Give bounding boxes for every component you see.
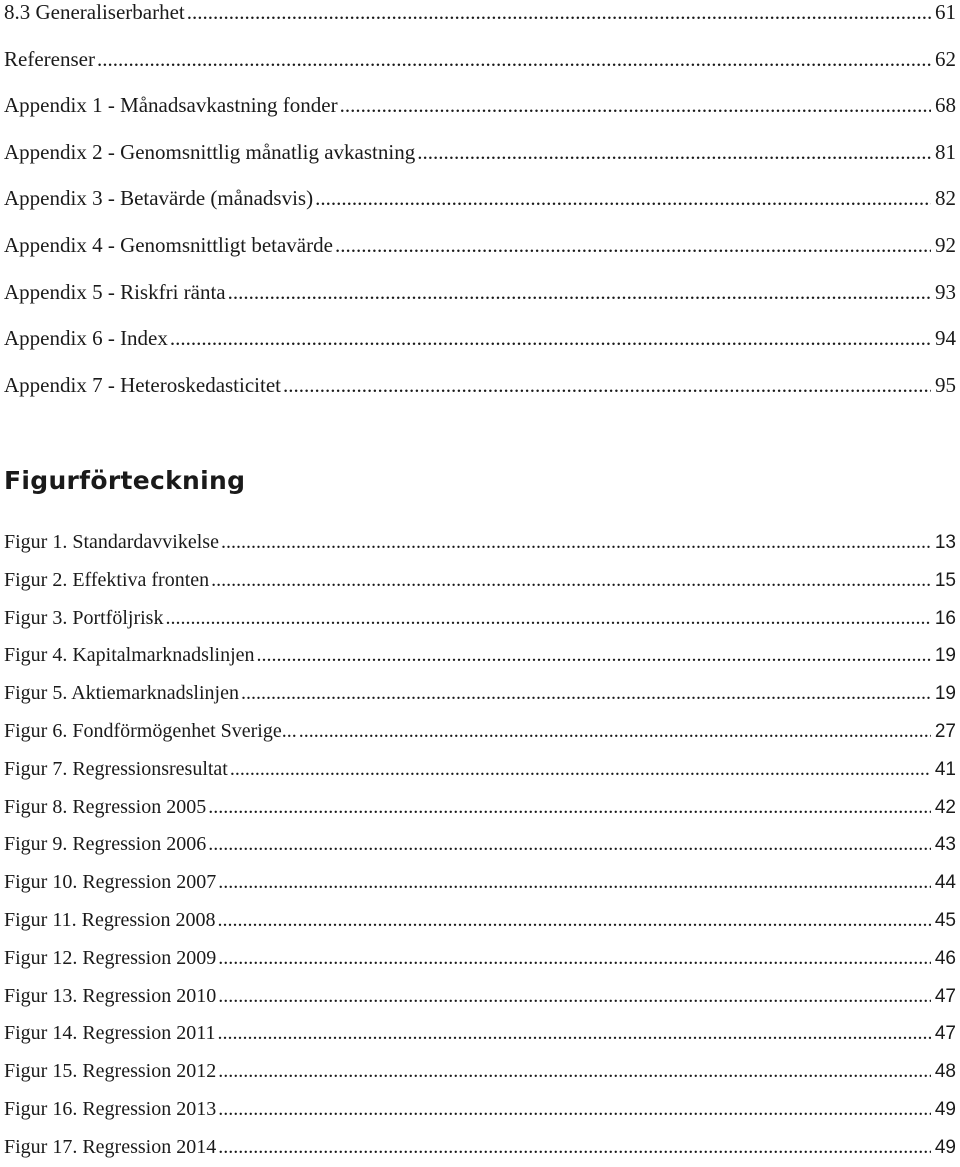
dot-leader bbox=[315, 175, 931, 222]
figure-entry-title: Figur 16. Regression 2013 bbox=[4, 1097, 217, 1120]
toc-entry[interactable] bbox=[4, 82, 956, 129]
figure-entry-title: Figur 7. Regressionsresultat bbox=[4, 757, 228, 780]
figure-entry-title: Figur 11. Regression 2008 bbox=[4, 908, 216, 931]
dot-leader bbox=[218, 978, 931, 1016]
dot-leader bbox=[340, 82, 931, 129]
figure-entry-page: 47 bbox=[934, 985, 956, 1007]
dot-leader bbox=[217, 902, 930, 940]
toc-list bbox=[4, 0, 956, 408]
figure-entry[interactable] bbox=[4, 789, 956, 827]
figure-entry[interactable] bbox=[4, 826, 956, 864]
toc-entry-title: Appendix 5 - Riskfri ränta bbox=[4, 279, 226, 304]
figure-list bbox=[4, 524, 956, 1167]
figure-entry-title: Figur 8. Regression 2005 bbox=[4, 795, 207, 818]
dot-leader bbox=[218, 940, 931, 978]
dot-leader bbox=[211, 562, 931, 600]
dot-leader bbox=[299, 713, 931, 751]
figure-entry[interactable] bbox=[4, 524, 956, 562]
figure-entry[interactable] bbox=[4, 562, 956, 600]
figure-entry-title: Figur 2. Effektiva fronten bbox=[4, 568, 210, 591]
toc-entry[interactable] bbox=[4, 269, 956, 316]
dot-leader bbox=[283, 362, 931, 409]
dot-leader bbox=[218, 1091, 931, 1129]
toc-entry-title: Appendix 3 - Betavärde (månadsvis) bbox=[4, 186, 314, 211]
dot-leader bbox=[218, 864, 931, 902]
dot-leader bbox=[97, 36, 931, 83]
toc-entry-page: 61 bbox=[935, 0, 956, 24]
toc-entry-title: Referenser bbox=[4, 46, 95, 71]
figure-entry-page: 27 bbox=[934, 720, 956, 742]
figure-entry-page: 15 bbox=[934, 569, 956, 591]
figure-entry[interactable] bbox=[4, 751, 956, 789]
toc-entry-title: Appendix 4 - Genomsnittligt betavärde bbox=[4, 232, 333, 257]
figure-entry-page: 45 bbox=[934, 909, 956, 931]
figure-entry-page: 48 bbox=[934, 1061, 956, 1083]
dot-leader bbox=[257, 637, 931, 675]
figure-entry[interactable] bbox=[4, 1129, 956, 1167]
figure-entry-page: 42 bbox=[934, 796, 956, 818]
dot-leader bbox=[241, 675, 931, 713]
figure-list-heading: Figurförteckning bbox=[4, 466, 246, 495]
dot-leader bbox=[335, 222, 931, 269]
figure-entry-page: 49 bbox=[934, 1098, 956, 1120]
dot-leader bbox=[170, 315, 931, 362]
figure-entry-page: 44 bbox=[934, 872, 956, 894]
dot-leader bbox=[218, 1053, 931, 1091]
toc-entry[interactable] bbox=[4, 0, 956, 36]
figure-entry-title: Figur 4. Kapitalmarknadslinjen bbox=[4, 644, 255, 667]
figure-entry-title: Figur 5. Aktiemarknadslinjen bbox=[4, 682, 239, 705]
figure-entry[interactable] bbox=[4, 940, 956, 978]
figure-entry[interactable] bbox=[4, 600, 956, 638]
toc-entry-title: 8.3 Generaliserbarhet bbox=[4, 0, 185, 24]
toc-entry[interactable] bbox=[4, 36, 956, 83]
dot-leader bbox=[208, 789, 931, 827]
toc-entry-title: Appendix 2 - Genomsnittlig månatlig avkastning bbox=[4, 139, 416, 164]
figure-entry-page: 47 bbox=[934, 1023, 956, 1045]
figure-entry-page: 46 bbox=[934, 947, 956, 969]
figure-entry-page: 43 bbox=[934, 834, 956, 856]
dot-leader bbox=[230, 751, 931, 789]
figure-entry-page: 19 bbox=[934, 683, 956, 705]
toc-entry-page: 68 bbox=[935, 93, 956, 118]
figure-entry-page: 13 bbox=[934, 532, 956, 553]
dot-leader bbox=[228, 269, 931, 316]
figure-entry-title: Figur 6. Fondförmögenhet Sverige... bbox=[4, 719, 297, 742]
toc-entry-page: 62 bbox=[935, 46, 956, 71]
toc-entry[interactable] bbox=[4, 362, 956, 409]
toc-entry-title: Appendix 6 - Index bbox=[4, 326, 168, 351]
figure-entry-title: Figur 12. Regression 2009 bbox=[4, 946, 217, 969]
figure-entry-page: 16 bbox=[934, 607, 956, 629]
toc-entry-page: 95 bbox=[935, 372, 956, 397]
dot-leader bbox=[218, 1129, 931, 1167]
toc-entry[interactable] bbox=[4, 315, 956, 362]
figure-entry[interactable] bbox=[4, 637, 956, 675]
dot-leader bbox=[187, 0, 931, 36]
figure-entry[interactable] bbox=[4, 675, 956, 713]
toc-entry-page: 94 bbox=[935, 326, 956, 351]
figure-entry-title: Figur 14. Regression 2011 bbox=[4, 1022, 216, 1045]
toc-entry[interactable] bbox=[4, 129, 956, 176]
figure-entry[interactable] bbox=[4, 1015, 956, 1053]
toc-entry[interactable] bbox=[4, 175, 956, 222]
figure-entry-title: Figur 1. Standardavvikelse bbox=[4, 531, 219, 553]
figure-entry[interactable] bbox=[4, 978, 956, 1016]
dot-leader bbox=[165, 600, 930, 638]
dot-leader bbox=[221, 524, 931, 562]
toc-entry-page: 92 bbox=[935, 232, 956, 257]
figure-entry-title: Figur 15. Regression 2012 bbox=[4, 1060, 217, 1083]
figure-entry[interactable] bbox=[4, 1053, 956, 1091]
toc-entry-title: Appendix 1 - Månadsavkastning fonder bbox=[4, 93, 338, 118]
figure-entry-title: Figur 10. Regression 2007 bbox=[4, 871, 217, 894]
figure-entry-title: Figur 9. Regression 2006 bbox=[4, 833, 207, 856]
figure-entry-title: Figur 17. Regression 2014 bbox=[4, 1135, 217, 1158]
figure-entry-page: 49 bbox=[934, 1136, 956, 1158]
dot-leader bbox=[417, 129, 931, 176]
dot-leader bbox=[217, 1015, 930, 1053]
toc-entry-page: 82 bbox=[935, 186, 956, 211]
toc-entry-page: 81 bbox=[935, 139, 956, 164]
toc-entry-page: 93 bbox=[935, 279, 956, 304]
toc-entry[interactable] bbox=[4, 222, 956, 269]
figure-entry[interactable] bbox=[4, 713, 956, 751]
figure-entry[interactable] bbox=[4, 902, 956, 940]
figure-entry[interactable] bbox=[4, 864, 956, 902]
figure-entry-title: Figur 3. Portföljrisk bbox=[4, 606, 164, 629]
figure-entry[interactable] bbox=[4, 1091, 956, 1129]
figure-entry-page: 41 bbox=[934, 758, 956, 780]
figure-entry-page: 19 bbox=[934, 645, 956, 667]
figure-entry-title: Figur 13. Regression 2010 bbox=[4, 984, 217, 1007]
toc-entry-title: Appendix 7 - Heteroskedasticitet bbox=[4, 372, 281, 397]
dot-leader bbox=[208, 826, 931, 864]
